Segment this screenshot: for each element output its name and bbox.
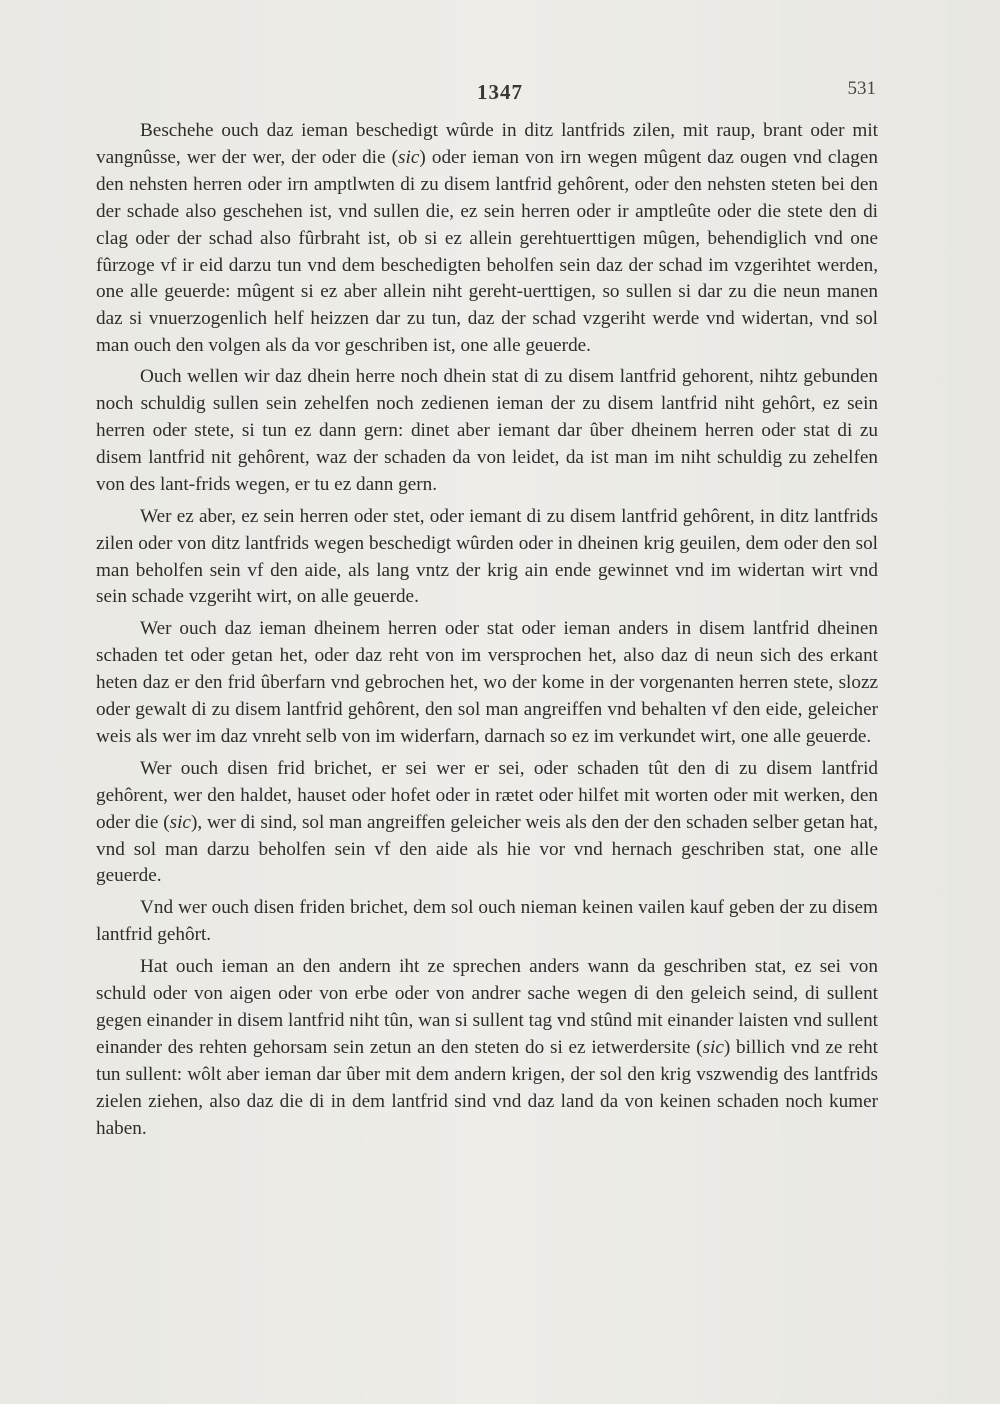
page-number: 531	[847, 78, 876, 99]
page-year-heading: 1347	[477, 80, 523, 104]
body-text	[96, 118, 878, 1144]
paragraph: Beschehe ouch daz ieman beschedigt wûrde in ditz lantfrids zilen, mit raup, brant oder mit vangnûsse, wer der wer, der oder die (sic) oder ieman von irn wegen mûgent daz ougen vnd clagen den nehsten herren oder irn amptlwten di zu disem lantfrid gehôrent, oder den nehsten steten bei den der schade also geschehen ist, vnd sullen die, ez sein herren oder ir amptleûte oder die stete den di clag oder der schad also fûrbraht ist, ob si ez allein gerehtuerttigen mûgen, behendiglich vnd one fûrzoge vf ir eid darzu tun vnd dem beschedigten beholfen sein daz der schad im vzgerihtet werden, one alle geuerde: mûgent si ez aber allein niht gereht-uerttigen, so sullen si dar zu die neun manen daz si vnuerzogenlich helf heizzen dar zu tun, daz der schad vzgeriht werde vnd widertan, vnd sol man ouch den volgen als da vor geschriben ist, one alle geuerde.	[96, 120, 878, 357]
paragraph: Hat ouch ieman an den andern iht ze sprechen anders wann da geschriben stat, ez sei von schuld oder von aigen oder von erbe oder von andrer sache wegen di den geleich seind, di sullent gegen einander in disem lantfrid niht tûn, wan si sullent tag vnd stûnd mit einander laisten vnd sullent einander des rehten gehorsam sein zetun an den steten do si ez ietwerdersite (sic) billich vnd ze reht tun sullent: wôlt aber ieman dar ûber mit dem andern krigen, der sol den krig vszwendig des lantfrids zielen ziehen, also daz die di in dem lantfrid sind vnd daz land da von keinen schaden noch kumer haben.	[96, 956, 878, 1139]
paragraph: Vnd wer ouch disen friden brichet, dem sol ouch nieman keinen vailen kauf geben der zu disem lantfrid gehôrt.	[96, 897, 878, 946]
paragraph: Ouch wellen wir daz dhein herre noch dhein stat di zu disem lantfrid gehorent, nihtz gebunden noch schuldig sullen sein zehelfen noch zedienen ieman der zu disem lantfrid niht gehôrt, ez sein herren oder stete, si tun ez dann gern: dinet aber iemant dar ûber dheinem herren oder stat di zu disem lantfrid nit gehôrent, waz der schaden da von leidet, da ist man im niht schuldig zu zehelfen von des lant-frids wegen, er tu ez dann gern.	[96, 366, 878, 495]
paragraph: Wer ouch disen frid brichet, er sei wer er sei, oder schaden tût den di zu disem lantfrid gehôrent, wer den haldet, hauset oder hofet oder in rætet oder hilfet mit worten oder mit werken, den oder die (sic), wer di sind, sol man angreiffen geleicher weis als den der den schaden selber getan hat, vnd sol man darzu beholfen sein vf den aide als hie vor vnd hernach geschriben stat, one alle geuerde.	[96, 757, 878, 887]
sic-note: sic	[169, 811, 191, 833]
paragraph: Wer ouch daz ieman dheinem herren oder stat oder ieman anders in disem lantfrid dheinen schaden tet oder getan het, oder daz reht von im versprochen het, also daz di neun sich des erkant heten daz er den frid ûberfarn vnd gebrochen het, wo der kome in der vorgenanten herren stete, slozz oder gewalt di zu disem lantfrid gehôrent, den sol man angreiffen vnd behalten vf den eide, geleicher weis als wer im daz vnreht selb von im widerfarn, darnach so ez im verkundet wirt, one alle geuerde.	[96, 618, 878, 747]
paragraph: Wer ez aber, ez sein herren oder stet, oder iemant di zu disem lantfrid gehôrent, in ditz lantfrids zilen oder von ditz lantfrids wegen beschedigt wûrden oder in dheinen krig geuilen, dem oder den sol man beholfen sein vf den aide, als lang vntz der krig ain ende gewinnet vnd im widertan wirt vnd sein schade vzgeriht wirt, on alle geuerde.	[96, 505, 878, 608]
sic-note: sic	[702, 1036, 724, 1058]
sic-note: sic	[398, 146, 420, 168]
